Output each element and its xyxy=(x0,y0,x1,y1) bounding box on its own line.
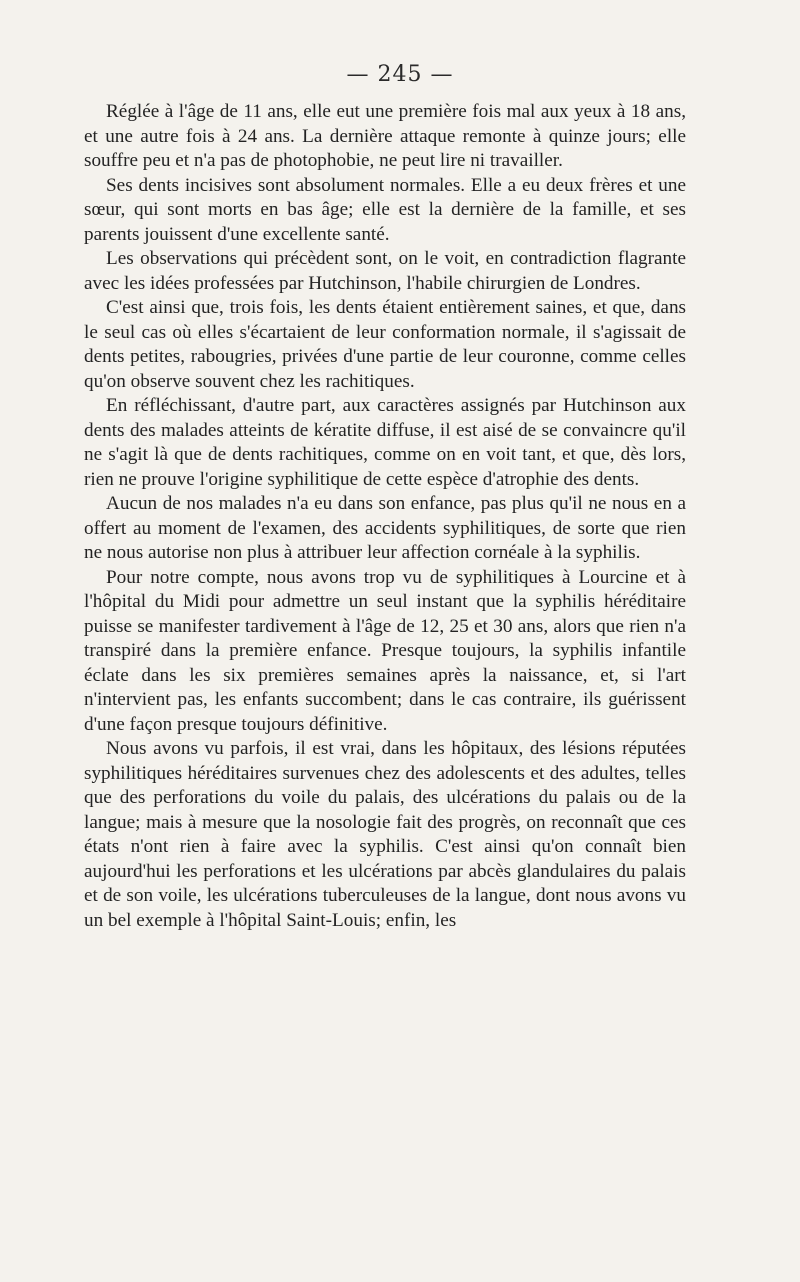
paragraph: Aucun de nos malades n'a eu dans son enfance, pas plus qu'il ne nous en a offert au moment de l'examen, des accidents syphilitiques, de sorte que rien ne nous autorise non plus à attribuer leur affection cornéale à la syphilis. xyxy=(84,493,686,563)
paragraph: Ses dents incisives sont absolument normales. Elle a eu deux frères et une sœur, qui sont morts en bas âge; elle est la dernière de la famille, et ses parents jouissent d'une excellente santé. xyxy=(84,174,686,245)
paragraph: Les observations qui précèdent sont, on le voit, en contradiction flagrante avec les idées professées par Hutchinson, l'habile chirurgien de Londres. xyxy=(84,248,686,294)
paragraph: En réfléchissant, d'autre part, aux caractères assignés par Hutchinson aux dents des malades atteints de kératite diffuse, il est aisé de se convaincre qu'il ne s'agit là que de dents rachitiques, comme on en voit tant, et que, dès lors, rien ne prouve l'origine syphilitique de cette espèce d'atrophie des dents. xyxy=(84,395,686,490)
paragraph: Nous avons vu parfois, il est vrai, dans les hôpitaux, des lésions réputées syphilitiques héréditaires survenues chez des adolescents et des adultes, telles que des perforations du voile du palais, des ulcérations du palais ou de la langue; mais à mesure que la nosologie fait des progrès, on reconnaît que ces états n'ont rien à faire avec la syphilis. C'est ainsi qu'on connaît bien aujourd'hui les perforations et les ulcérations par abcès glandulaires du palais et de son voile, les ulcérations tuberculeuses de la langue, dont nous avons vu un bel exemple à l'hôpital Saint-Louis; enfin, les xyxy=(84,738,686,931)
page-number: — 245 — xyxy=(346,62,454,87)
paragraph: Réglée à l'âge de 11 ans, elle eut une première fois mal aux yeux à 18 ans, et une autre fois à 24 ans. La dernière attaque remonte à quinze jours; elle souffre peu et n'a pas de photophobie, ne peut lire ni travailler. xyxy=(84,101,686,171)
body-text xyxy=(84,100,686,933)
paragraph: C'est ainsi que, trois fois, les dents étaient entièrement saines, et que, dans le seul cas où elles s'écartaient de leur conformation normale, il s'agissait de dents petites, rabougries, privées d'une partie de leur couronne, comme celles qu'on observe souvent chez les rachitiques. xyxy=(84,297,686,392)
paragraph: Pour notre compte, nous avons trop vu de syphilitiques à Lourcine et à l'hôpital du Midi pour admettre un seul instant que la syphilis héréditaire puisse se manifester tardivement à l'âge de 12, 25 et 30 ans, alors que rien n'a transpiré dans la première enfance. Presque toujours, la syphilis infantile éclate dans les six premières semaines après la naissance, et, si l'art n'intervient pas, les enfants succombent; dans le cas contraire, ils guérissent d'une façon presque toujours définitive. xyxy=(84,566,686,735)
